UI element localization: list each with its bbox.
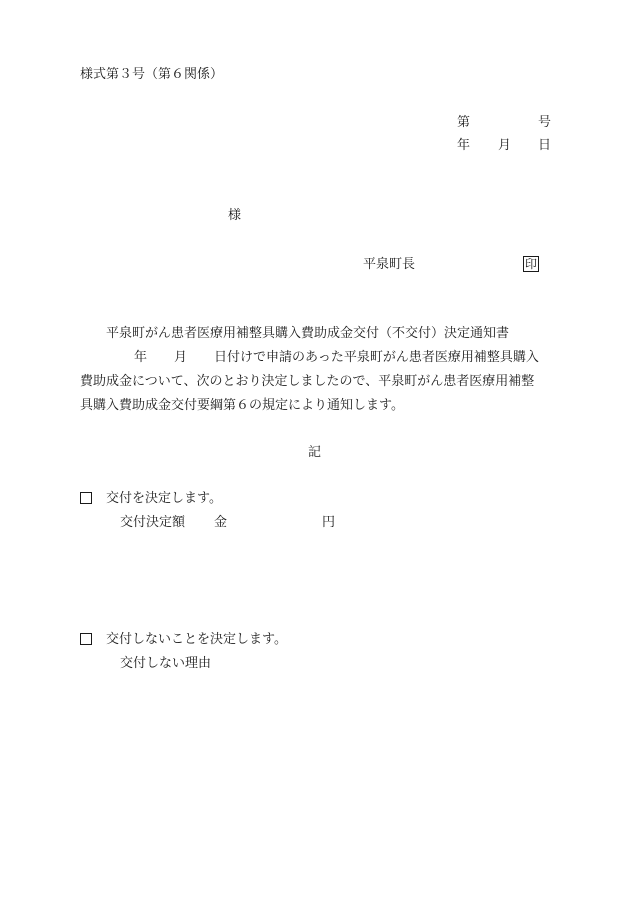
body-year-label: 年 xyxy=(134,350,148,365)
deny-checkbox[interactable] xyxy=(80,633,92,648)
option-deny xyxy=(80,633,380,649)
document-title: 平泉町がん患者医療用補整具購入費助成金交付（不交付）決定通知書 xyxy=(106,326,510,341)
body-month-label: 月 xyxy=(174,350,188,365)
grant-label: 交付を決定します。 xyxy=(106,491,222,506)
ki-heading: 記 xyxy=(308,445,322,460)
grant-amount-label: 交付決定額 xyxy=(120,515,186,530)
option-grant xyxy=(80,492,380,508)
date-day-label: 日 xyxy=(538,138,552,153)
seal-mark: 印 xyxy=(525,257,538,271)
grant-amount-unit: 円 xyxy=(322,515,336,530)
body-line-1-text: 日付けで申請のあった平泉町がん患者医療用補整具購入 xyxy=(214,350,539,365)
body-line-2: 費助成金について、次のとおり決定しましたので、平泉町がん患者医療用補整 xyxy=(80,374,535,389)
document-number-prefix: 第 xyxy=(457,115,471,130)
grant-checkbox[interactable] xyxy=(80,492,92,507)
grant-amount-prefix: 金 xyxy=(214,515,228,530)
body-line-3: 具購入費助成金交付要綱第６の規定により通知します。 xyxy=(80,398,404,413)
date-month-label: 月 xyxy=(498,138,512,153)
date-year-label: 年 xyxy=(457,138,471,153)
recipient-honorific: 様 xyxy=(228,208,242,223)
body-line-1 xyxy=(80,351,560,367)
sender-title: 平泉町長 xyxy=(363,257,416,272)
deny-label: 交付しないことを決定します。 xyxy=(106,632,287,647)
deny-reason-label: 交付しない理由 xyxy=(120,656,212,671)
form-number: 様式第３号（第６関係） xyxy=(80,67,224,82)
document-number-suffix: 号 xyxy=(538,115,552,130)
grant-amount-row xyxy=(120,516,380,532)
